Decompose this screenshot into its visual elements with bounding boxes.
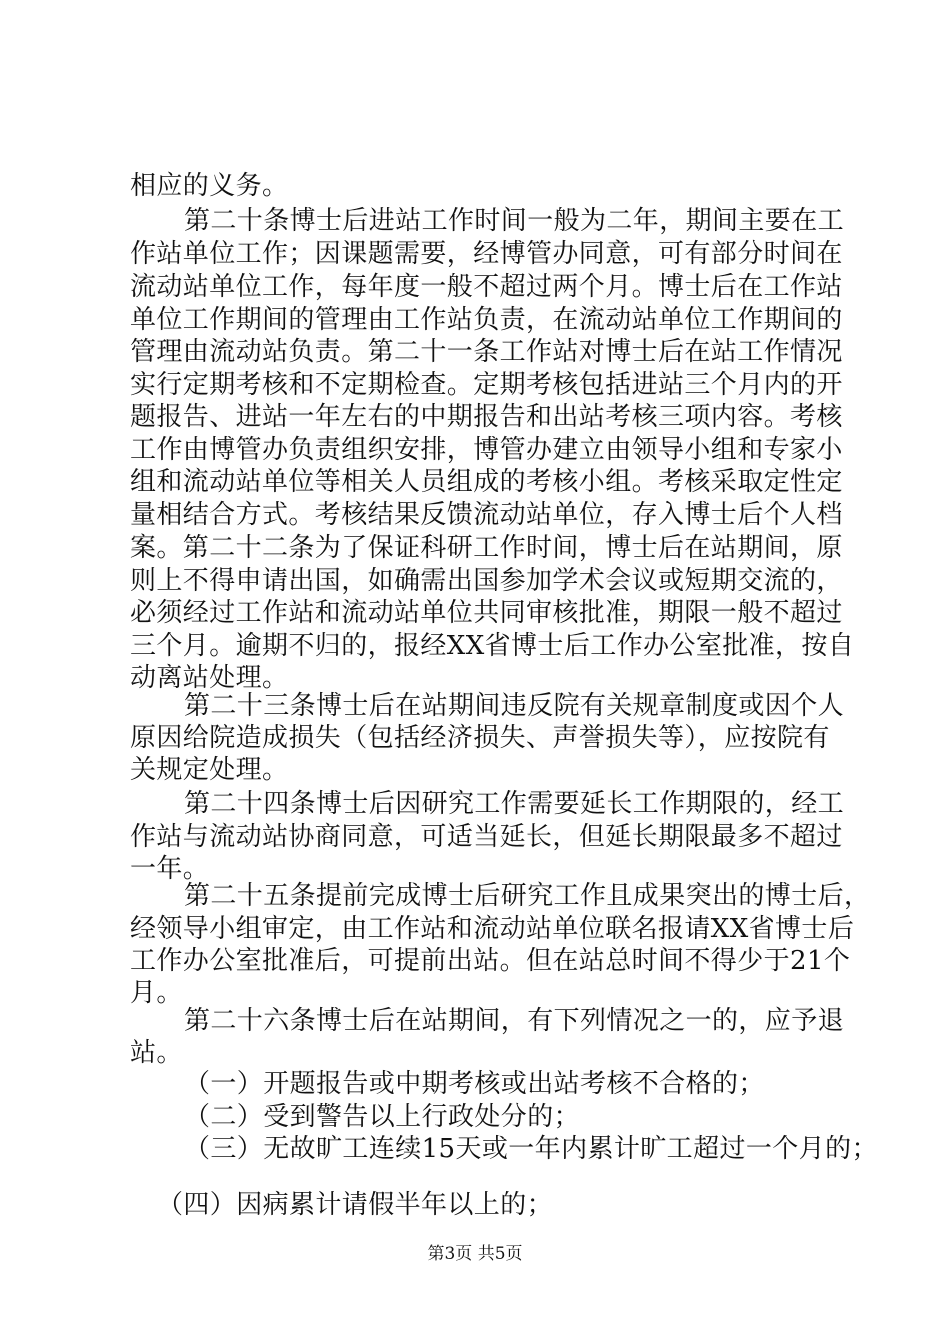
text-line: 组和流动站单位等相关人员组成的考核小组。考核采取定性定	[130, 467, 843, 497]
text-line: 案。第二十二条为了保证科研工作时间，博士后在站期间，原	[130, 533, 843, 563]
text-line: 单位工作期间的管理由工作站负责，在流动站单位工作期间的	[130, 305, 843, 335]
text-line: 必须经过工作站和流动站单位共同审核批准，期限一般不超过	[130, 598, 843, 628]
text-line: 站。	[130, 1038, 183, 1068]
text-line: 题报告、进站一年左右的中期报告和出站考核三项内容。考核	[130, 402, 843, 432]
text-line: （四）因病累计请假半年以上的；	[157, 1190, 554, 1220]
text-line: 三个月。逾期不归的，报经XX省博士后工作办公室批准，按自	[130, 631, 855, 661]
text-line: 相应的义务。	[130, 171, 289, 201]
text-line: 作站与流动站协商同意，可适当延长，但延长期限最多不超过	[130, 822, 843, 852]
text-line: 工作办公室批准后，可提前出站。但在站总时间不得少于21个	[130, 946, 851, 976]
text-line: 管理由流动站负责。第二十一条工作站对博士后在站工作情况	[130, 337, 843, 367]
text-line: 流动站单位工作，每年度一般不超过两个月。博士后在工作站	[130, 272, 843, 302]
text-line: 原因给院造成损失（包括经济损失、声誉损失等），应按院有	[130, 723, 830, 753]
text-line: 一年。	[130, 854, 210, 884]
text-line: 经领导小组审定，由工作站和流动站单位联名报请XX省博士后	[130, 914, 855, 944]
page-footer: 第3页 共5页	[427, 1244, 523, 1264]
text-line: 实行定期考核和不定期检查。定期考核包括进站三个月内的开	[130, 370, 843, 400]
text-line: 作站单位工作；因课题需要，经博管办同意，可有部分时间在	[130, 239, 843, 269]
text-line: 则上不得申请出国，如确需出国参加学术会议或短期交流的，	[130, 566, 843, 596]
text-line: （一）开题报告或中期考核或出站考核不合格的；	[184, 1069, 765, 1099]
text-line: 月。	[130, 978, 183, 1008]
text-line: 关规定处理。	[130, 755, 289, 785]
text-line: 第二十五条提前完成博士后研究工作且成果突出的博士后，	[184, 881, 871, 911]
text-line: 第二十四条博士后因研究工作需要延长工作期限的，经工	[184, 789, 845, 819]
text-line: （三）无故旷工连续15天或一年内累计旷工超过一个月的；	[184, 1134, 878, 1164]
text-line: 第二十六条博士后在站期间，有下列情况之一的，应予退	[184, 1006, 845, 1036]
text-line: （二）受到警告以上行政处分的；	[184, 1102, 581, 1132]
text-line: 量相结合方式。考核结果反馈流动站单位，存入博士后个人档	[130, 500, 843, 530]
text-line: 第二十三条博士后在站期间违反院有关规章制度或因个人	[184, 691, 845, 721]
text-line: 工作由博管办负责组织安排，博管办建立由领导小组和专家小	[130, 435, 843, 465]
text-line: 动离站处理。	[130, 663, 289, 693]
text-line: 第二十条博士后进站工作时间一般为二年，期间主要在工	[184, 206, 845, 236]
